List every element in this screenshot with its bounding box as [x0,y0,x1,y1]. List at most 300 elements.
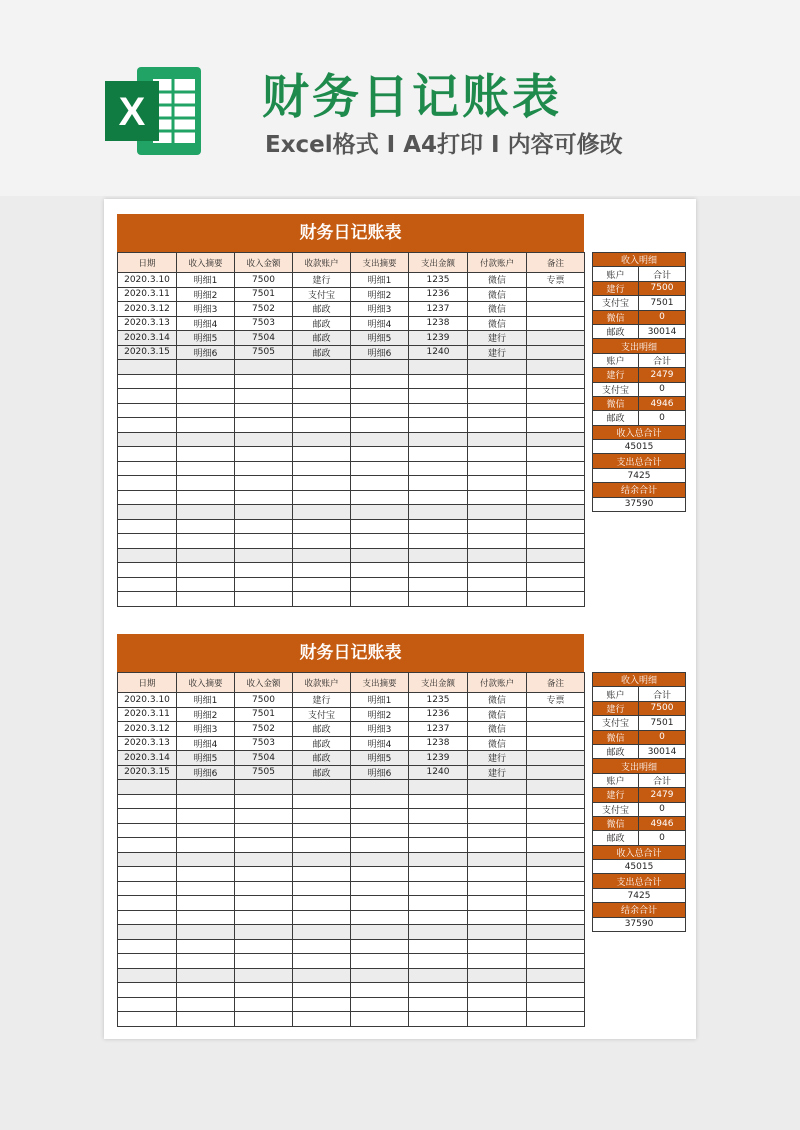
table-cell[interactable]: 建行 [468,751,527,766]
table-cell[interactable] [235,534,293,549]
table-cell[interactable]: 邮政 [293,316,351,331]
table-cell[interactable] [177,852,235,867]
table-cell[interactable] [293,1012,351,1027]
table-cell[interactable] [351,389,409,404]
table-cell[interactable] [118,896,177,911]
table-cell[interactable] [527,389,585,404]
table-cell[interactable] [409,954,468,969]
table-cell[interactable] [527,302,585,317]
table-cell[interactable] [293,403,351,418]
table-cell[interactable] [351,548,409,563]
table-cell[interactable] [118,418,177,433]
table-cell[interactable] [118,954,177,969]
table-cell[interactable]: 建行 [468,345,527,360]
table-cell[interactable] [468,838,527,853]
table-cell[interactable] [235,490,293,505]
table-cell[interactable]: 邮政 [293,302,351,317]
table-cell[interactable] [118,360,177,375]
table-cell[interactable] [409,867,468,882]
table-cell[interactable]: 支付宝 [293,287,351,302]
table-cell[interactable] [351,360,409,375]
table-cell[interactable]: 明细2 [351,707,409,722]
table-cell[interactable]: 建行 [468,331,527,346]
table-cell[interactable] [351,983,409,998]
table-cell[interactable] [468,997,527,1012]
table-cell[interactable] [351,954,409,969]
table-cell[interactable]: 1240 [409,765,468,780]
table-cell[interactable]: 微信 [468,316,527,331]
table-cell[interactable]: 明细1 [351,693,409,708]
table-cell[interactable]: 微信 [468,287,527,302]
table-cell[interactable] [293,983,351,998]
table-cell[interactable] [409,823,468,838]
table-cell[interactable] [177,577,235,592]
table-cell[interactable] [235,852,293,867]
table-cell[interactable] [351,852,409,867]
table-cell[interactable] [468,418,527,433]
table-cell[interactable] [351,592,409,607]
table-cell[interactable] [468,823,527,838]
table-cell[interactable]: 邮政 [293,345,351,360]
table-cell[interactable]: 邮政 [293,736,351,751]
table-cell[interactable] [527,707,585,722]
table-cell[interactable] [527,374,585,389]
table-cell[interactable] [527,968,585,983]
table-cell[interactable]: 7500 [235,693,293,708]
table-cell[interactable] [293,374,351,389]
table-cell[interactable] [293,809,351,824]
table-cell[interactable] [468,505,527,520]
table-cell[interactable]: 1235 [409,273,468,288]
table-cell[interactable]: 1239 [409,331,468,346]
table-cell[interactable] [177,476,235,491]
table-cell[interactable] [235,939,293,954]
table-cell[interactable] [468,563,527,578]
table-cell[interactable] [409,418,468,433]
table-cell[interactable] [235,592,293,607]
table-cell[interactable] [118,881,177,896]
table-cell[interactable] [468,490,527,505]
table-cell[interactable] [177,461,235,476]
table-cell[interactable] [293,838,351,853]
table-cell[interactable] [118,983,177,998]
table-cell[interactable] [293,505,351,520]
table-cell[interactable] [351,939,409,954]
table-cell[interactable] [468,852,527,867]
table-cell[interactable]: 2020.3.13 [118,316,177,331]
table-cell[interactable] [527,287,585,302]
table-cell[interactable] [409,432,468,447]
table-cell[interactable] [409,910,468,925]
table-cell[interactable] [409,519,468,534]
table-cell[interactable]: 微信 [468,736,527,751]
table-cell[interactable] [177,954,235,969]
table-cell[interactable] [527,751,585,766]
table-cell[interactable] [351,461,409,476]
table-cell[interactable]: 7502 [235,722,293,737]
table-cell[interactable] [527,823,585,838]
table-cell[interactable] [351,505,409,520]
table-cell[interactable] [293,867,351,882]
table-cell[interactable] [235,780,293,795]
table-cell[interactable] [293,780,351,795]
table-cell[interactable] [468,910,527,925]
table-cell[interactable] [293,997,351,1012]
table-cell[interactable] [177,925,235,940]
table-cell[interactable]: 明细5 [177,751,235,766]
table-cell[interactable] [527,838,585,853]
table-cell[interactable] [293,447,351,462]
table-cell[interactable] [293,461,351,476]
table-cell[interactable]: 明细2 [177,707,235,722]
table-cell[interactable] [118,389,177,404]
table-cell[interactable] [468,867,527,882]
table-cell[interactable] [235,461,293,476]
table-cell[interactable] [235,968,293,983]
table-cell[interactable]: 7505 [235,765,293,780]
table-cell[interactable] [118,780,177,795]
table-cell[interactable] [351,838,409,853]
table-cell[interactable] [177,490,235,505]
table-cell[interactable] [293,939,351,954]
table-cell[interactable] [118,563,177,578]
table-cell[interactable] [527,403,585,418]
table-cell[interactable] [409,476,468,491]
table-cell[interactable] [351,881,409,896]
table-cell[interactable] [527,490,585,505]
table-cell[interactable] [527,534,585,549]
table-cell[interactable]: 2020.3.11 [118,287,177,302]
table-cell[interactable] [235,577,293,592]
table-cell[interactable]: 7501 [235,287,293,302]
table-cell[interactable] [235,823,293,838]
table-cell[interactable] [118,823,177,838]
table-cell[interactable] [235,374,293,389]
table-cell[interactable] [409,534,468,549]
table-cell[interactable] [409,794,468,809]
table-cell[interactable] [409,447,468,462]
table-cell[interactable]: 明细6 [177,765,235,780]
table-cell[interactable] [351,1012,409,1027]
table-cell[interactable] [351,432,409,447]
table-cell[interactable] [235,809,293,824]
table-cell[interactable] [351,490,409,505]
table-cell[interactable]: 1240 [409,345,468,360]
table-cell[interactable] [527,345,585,360]
table-cell[interactable] [351,418,409,433]
table-cell[interactable] [527,577,585,592]
table-cell[interactable] [118,403,177,418]
table-cell[interactable]: 邮政 [293,331,351,346]
table-cell[interactable] [527,954,585,969]
table-cell[interactable] [527,722,585,737]
table-cell[interactable] [118,461,177,476]
table-cell[interactable] [118,794,177,809]
table-cell[interactable]: 明细2 [177,287,235,302]
table-cell[interactable]: 邮政 [293,722,351,737]
table-cell[interactable] [235,447,293,462]
table-cell[interactable] [177,968,235,983]
table-cell[interactable] [351,997,409,1012]
table-cell[interactable] [177,360,235,375]
table-cell[interactable] [177,505,235,520]
table-cell[interactable] [293,476,351,491]
table-cell[interactable] [409,968,468,983]
table-cell[interactable] [177,592,235,607]
table-cell[interactable]: 微信 [468,693,527,708]
table-cell[interactable]: 1236 [409,707,468,722]
table-cell[interactable] [468,968,527,983]
table-cell[interactable] [118,925,177,940]
table-cell[interactable] [118,809,177,824]
table-cell[interactable] [235,954,293,969]
table-cell[interactable] [351,809,409,824]
table-cell[interactable] [118,968,177,983]
table-cell[interactable] [177,403,235,418]
table-cell[interactable]: 明细4 [177,316,235,331]
table-cell[interactable] [293,360,351,375]
table-cell[interactable] [351,910,409,925]
table-cell[interactable] [118,577,177,592]
table-cell[interactable] [235,432,293,447]
table-cell[interactable] [118,997,177,1012]
table-cell[interactable] [351,577,409,592]
table-cell[interactable] [409,1012,468,1027]
table-cell[interactable] [468,939,527,954]
table-cell[interactable] [527,983,585,998]
table-cell[interactable] [527,331,585,346]
table-cell[interactable] [468,1012,527,1027]
table-cell[interactable] [527,360,585,375]
table-cell[interactable]: 1237 [409,302,468,317]
table-cell[interactable] [409,780,468,795]
table-cell[interactable] [351,896,409,911]
table-cell[interactable] [177,1012,235,1027]
table-cell[interactable]: 明细4 [177,736,235,751]
table-cell[interactable] [468,983,527,998]
table-cell[interactable] [177,534,235,549]
table-cell[interactable] [177,563,235,578]
table-cell[interactable] [351,968,409,983]
table-cell[interactable] [118,1012,177,1027]
table-cell[interactable] [118,867,177,882]
table-cell[interactable]: 明细4 [351,316,409,331]
table-cell[interactable] [177,939,235,954]
table-cell[interactable] [177,432,235,447]
table-cell[interactable] [527,925,585,940]
table-cell[interactable] [118,548,177,563]
table-cell[interactable]: 明细5 [177,331,235,346]
table-cell[interactable] [468,780,527,795]
table-cell[interactable] [409,592,468,607]
table-cell[interactable] [177,809,235,824]
table-cell[interactable] [468,794,527,809]
table-cell[interactable] [409,925,468,940]
table-cell[interactable] [527,997,585,1012]
table-cell[interactable]: 明细3 [351,722,409,737]
table-cell[interactable] [177,838,235,853]
table-cell[interactable] [118,476,177,491]
table-cell[interactable] [527,881,585,896]
table-cell[interactable] [527,563,585,578]
table-cell[interactable] [235,403,293,418]
table-cell[interactable] [468,954,527,969]
table-cell[interactable] [293,432,351,447]
table-cell[interactable] [351,519,409,534]
table-cell[interactable] [118,519,177,534]
table-cell[interactable] [409,403,468,418]
table-cell[interactable] [527,432,585,447]
table-cell[interactable] [527,447,585,462]
table-cell[interactable] [351,867,409,882]
table-cell[interactable] [468,548,527,563]
table-cell[interactable] [468,360,527,375]
table-cell[interactable]: 明细4 [351,736,409,751]
table-cell[interactable] [235,476,293,491]
table-cell[interactable]: 微信 [468,707,527,722]
table-cell[interactable] [293,925,351,940]
table-cell[interactable] [177,374,235,389]
table-cell[interactable] [293,896,351,911]
table-cell[interactable] [527,418,585,433]
table-cell[interactable] [409,461,468,476]
table-cell[interactable]: 1238 [409,736,468,751]
table-cell[interactable] [351,534,409,549]
table-cell[interactable]: 7504 [235,331,293,346]
table-cell[interactable] [409,548,468,563]
table-cell[interactable] [409,852,468,867]
table-cell[interactable] [293,389,351,404]
table-cell[interactable]: 建行 [293,273,351,288]
table-cell[interactable] [235,925,293,940]
table-cell[interactable] [409,809,468,824]
table-cell[interactable]: 2020.3.12 [118,302,177,317]
table-cell[interactable] [409,838,468,853]
table-cell[interactable] [409,490,468,505]
table-cell[interactable] [293,490,351,505]
table-cell[interactable] [293,968,351,983]
table-cell[interactable] [235,896,293,911]
table-cell[interactable] [527,794,585,809]
table-cell[interactable] [468,403,527,418]
table-cell[interactable] [118,838,177,853]
table-cell[interactable] [409,563,468,578]
table-cell[interactable]: 1238 [409,316,468,331]
table-cell[interactable]: 微信 [468,302,527,317]
table-cell[interactable] [293,954,351,969]
table-cell[interactable]: 明细6 [351,345,409,360]
table-cell[interactable]: 1235 [409,693,468,708]
table-cell[interactable]: 专票 [527,693,585,708]
table-cell[interactable] [177,867,235,882]
table-cell[interactable] [527,736,585,751]
table-cell[interactable] [235,983,293,998]
table-cell[interactable]: 邮政 [293,765,351,780]
table-cell[interactable]: 7504 [235,751,293,766]
table-cell[interactable]: 2020.3.15 [118,345,177,360]
table-cell[interactable] [177,794,235,809]
table-cell[interactable] [118,534,177,549]
table-cell[interactable]: 专票 [527,273,585,288]
table-cell[interactable] [118,910,177,925]
table-cell[interactable] [293,563,351,578]
table-cell[interactable] [293,794,351,809]
table-cell[interactable] [351,925,409,940]
table-cell[interactable] [351,823,409,838]
table-cell[interactable]: 明细5 [351,751,409,766]
table-cell[interactable]: 2020.3.10 [118,693,177,708]
table-cell[interactable] [468,461,527,476]
table-cell[interactable] [468,374,527,389]
table-cell[interactable] [177,997,235,1012]
table-cell[interactable] [177,548,235,563]
table-cell[interactable] [527,461,585,476]
table-cell[interactable] [177,983,235,998]
table-cell[interactable] [235,563,293,578]
table-cell[interactable]: 7502 [235,302,293,317]
table-cell[interactable] [468,881,527,896]
table-cell[interactable]: 明细3 [177,722,235,737]
table-cell[interactable] [468,447,527,462]
table-cell[interactable] [468,577,527,592]
table-cell[interactable] [468,519,527,534]
table-cell[interactable]: 明细3 [177,302,235,317]
table-cell[interactable] [468,389,527,404]
table-cell[interactable] [118,432,177,447]
table-cell[interactable] [177,910,235,925]
table-cell[interactable] [351,780,409,795]
table-cell[interactable] [527,519,585,534]
table-cell[interactable]: 2020.3.12 [118,722,177,737]
table-cell[interactable] [409,577,468,592]
table-cell[interactable] [527,867,585,882]
table-cell[interactable] [235,519,293,534]
table-cell[interactable]: 2020.3.11 [118,707,177,722]
table-cell[interactable] [527,476,585,491]
table-cell[interactable] [409,997,468,1012]
table-cell[interactable] [235,867,293,882]
table-cell[interactable] [409,896,468,911]
table-cell[interactable] [527,1012,585,1027]
table-cell[interactable] [177,823,235,838]
table-cell[interactable] [527,780,585,795]
table-cell[interactable]: 明细1 [177,693,235,708]
table-cell[interactable] [118,490,177,505]
table-cell[interactable] [351,447,409,462]
table-cell[interactable] [293,418,351,433]
table-cell[interactable]: 明细2 [351,287,409,302]
table-cell[interactable]: 1236 [409,287,468,302]
table-cell[interactable] [468,896,527,911]
table-cell[interactable] [527,939,585,954]
table-cell[interactable]: 2020.3.10 [118,273,177,288]
table-cell[interactable] [235,794,293,809]
table-cell[interactable] [468,432,527,447]
table-cell[interactable]: 7500 [235,273,293,288]
table-cell[interactable] [293,592,351,607]
table-cell[interactable] [118,374,177,389]
table-cell[interactable] [351,476,409,491]
table-cell[interactable] [527,852,585,867]
table-cell[interactable]: 明细1 [351,273,409,288]
table-cell[interactable] [409,389,468,404]
table-cell[interactable]: 建行 [468,765,527,780]
table-cell[interactable]: 2020.3.13 [118,736,177,751]
table-cell[interactable]: 微信 [468,722,527,737]
table-cell[interactable] [235,389,293,404]
table-cell[interactable] [235,910,293,925]
table-cell[interactable] [409,360,468,375]
